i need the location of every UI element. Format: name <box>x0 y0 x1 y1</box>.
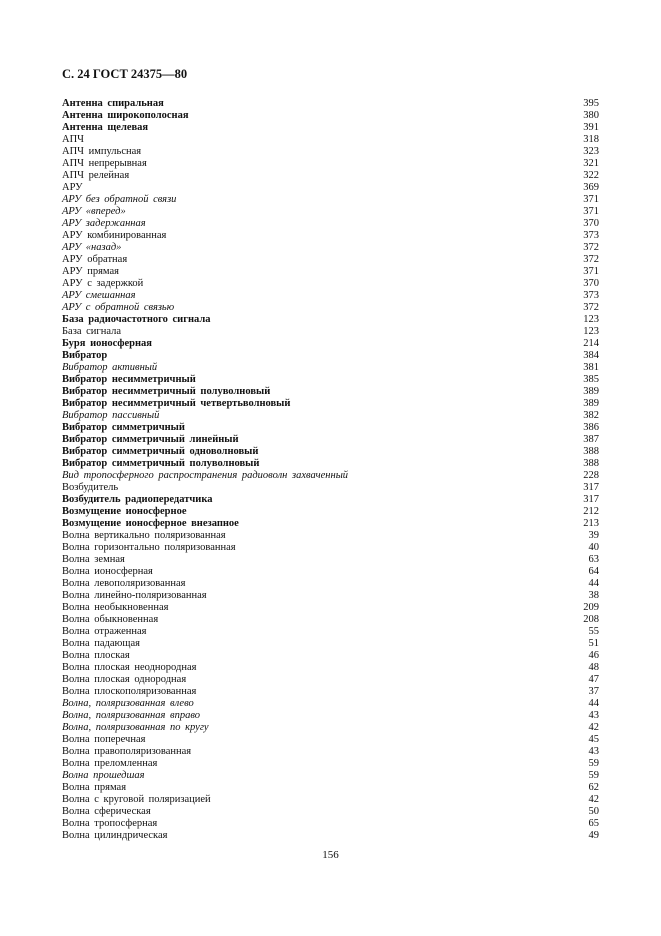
entry-term: Возмущение ионосферное внезапное <box>62 518 239 529</box>
page-header: С. 24 ГОСТ 24375—80 <box>62 67 188 81</box>
entry-page-number: 317 <box>583 494 599 505</box>
index-entry <box>62 806 599 818</box>
index-entry <box>62 794 599 806</box>
entry-term: АРУ комбинированная <box>62 230 167 241</box>
entry-term: Волна горизонтально поляризованная <box>62 542 236 553</box>
entry-page-number: 371 <box>583 194 599 205</box>
index-entry <box>62 818 599 830</box>
entry-page-number: 228 <box>583 470 599 481</box>
entry-page-number: 382 <box>583 410 599 421</box>
index-entry <box>62 602 599 614</box>
entry-term: Вибратор несимметричный полуволновый <box>62 386 271 397</box>
index-entry <box>62 614 599 626</box>
entry-page-number: 45 <box>588 734 599 745</box>
entry-term: АРУ без обратной связи <box>62 194 177 205</box>
entry-page-number: 208 <box>583 614 599 625</box>
entry-term: Антенна широкополосная <box>62 110 189 121</box>
entry-term: Возмущение ионосферное <box>62 506 187 517</box>
entry-term: Волна прямая <box>62 782 127 793</box>
entry-term: Волна вертикально поляризованная <box>62 530 226 541</box>
entry-term: Вибратор пассивный <box>62 410 160 421</box>
entry-page-number: 59 <box>588 758 599 769</box>
entry-term: Волна, поляризованная влево <box>62 698 194 709</box>
entry-page-number: 44 <box>588 578 599 589</box>
entry-term: Вибратор несимметричный четвертьволновый <box>62 398 291 409</box>
entry-term: Волна ионосферная <box>62 566 153 577</box>
entry-page-number: 42 <box>588 722 599 733</box>
index-entry <box>62 578 599 590</box>
term-index-list <box>62 98 599 842</box>
entry-term: Волна преломленная <box>62 758 158 769</box>
entry-page-number: 373 <box>583 230 599 241</box>
entry-term: Вибратор симметричный линейный <box>62 434 239 445</box>
entry-term: Вибратор <box>62 350 108 361</box>
entry-page-number: 123 <box>583 314 599 325</box>
entry-term: Вибратор симметричный одноволновый <box>62 446 259 457</box>
index-entry <box>62 290 599 302</box>
entry-term: Вид тропосферного распространения радиоволн захваченный <box>62 470 349 481</box>
entry-term: Возбудитель радиопередатчика <box>62 494 213 505</box>
entry-term: Волна левополяризованная <box>62 578 186 589</box>
index-entry <box>62 278 599 290</box>
index-entry <box>62 230 599 242</box>
entry-page-number: 380 <box>583 110 599 121</box>
index-entry <box>62 302 599 314</box>
entry-page-number: 123 <box>583 326 599 337</box>
entry-page-number: 64 <box>588 566 599 577</box>
entry-page-number: 373 <box>583 290 599 301</box>
entry-page-number: 389 <box>583 398 599 409</box>
index-entry <box>62 410 599 422</box>
entry-page-number: 49 <box>588 830 599 841</box>
entry-page-number: 65 <box>588 818 599 829</box>
entry-term: Волна сферическая <box>62 806 151 817</box>
index-entry <box>62 470 599 482</box>
entry-page-number: 317 <box>583 482 599 493</box>
index-entry <box>62 338 599 350</box>
entry-page-number: 381 <box>583 362 599 373</box>
entry-page-number: 372 <box>583 302 599 313</box>
page-number: 156 <box>322 849 339 861</box>
index-entry <box>62 722 599 734</box>
entry-term: Волна цилиндрическая <box>62 830 168 841</box>
entry-page-number: 389 <box>583 386 599 397</box>
entry-term: АРУ <box>62 182 83 193</box>
index-entry <box>62 146 599 158</box>
entry-term: АПЧ <box>62 134 84 145</box>
index-entry <box>62 758 599 770</box>
index-entry <box>62 674 599 686</box>
entry-term: АРУ с обратной связью <box>62 302 175 313</box>
entry-page-number: 43 <box>588 746 599 757</box>
index-entry <box>62 122 599 134</box>
index-entry <box>62 182 599 194</box>
entry-page-number: 391 <box>583 122 599 133</box>
entry-page-number: 55 <box>588 626 599 637</box>
index-entry <box>62 782 599 794</box>
index-entry <box>62 638 599 650</box>
index-entry <box>62 482 599 494</box>
entry-page-number: 371 <box>583 206 599 217</box>
entry-page-number: 370 <box>583 218 599 229</box>
entry-page-number: 47 <box>588 674 599 685</box>
entry-page-number: 371 <box>583 266 599 277</box>
index-entry <box>62 626 599 638</box>
entry-term: Волна падающая <box>62 638 140 649</box>
index-entry <box>62 194 599 206</box>
entry-term: Вибратор симметричный <box>62 422 185 433</box>
index-entry <box>62 170 599 182</box>
entry-term: Волна плоская <box>62 650 130 661</box>
index-entry <box>62 506 599 518</box>
entry-term: Вибратор активный <box>62 362 158 373</box>
index-entry <box>62 254 599 266</box>
entry-term: АПЧ релейная <box>62 170 130 181</box>
index-entry <box>62 566 599 578</box>
entry-page-number: 62 <box>588 782 599 793</box>
entry-page-number: 37 <box>588 686 599 697</box>
index-entry <box>62 434 599 446</box>
entry-term: Волна правополяризованная <box>62 746 192 757</box>
index-entry <box>62 266 599 278</box>
entry-page-number: 40 <box>588 542 599 553</box>
entry-page-number: 386 <box>583 422 599 433</box>
entry-page-number: 318 <box>583 134 599 145</box>
entry-term: Волна необыкновенная <box>62 602 169 613</box>
entry-page-number: 387 <box>583 434 599 445</box>
entry-page-number: 370 <box>583 278 599 289</box>
entry-page-number: 323 <box>583 146 599 157</box>
entry-page-number: 321 <box>583 158 599 169</box>
entry-page-number: 44 <box>588 698 599 709</box>
entry-term: Волна обыкновенная <box>62 614 159 625</box>
index-entry <box>62 314 599 326</box>
entry-term: АРУ прямая <box>62 266 119 277</box>
entry-term: Волна плоская неоднородная <box>62 662 197 673</box>
index-entry <box>62 686 599 698</box>
index-entry <box>62 734 599 746</box>
index-entry <box>62 326 599 338</box>
entry-term: АПЧ непрерывная <box>62 158 147 169</box>
entry-term: Волна поперечная <box>62 734 146 745</box>
entry-page-number: 213 <box>583 518 599 529</box>
entry-term: Волна с круговой поляризацией <box>62 794 211 805</box>
entry-page-number: 388 <box>583 446 599 457</box>
entry-term: Вибратор несимметричный <box>62 374 196 385</box>
entry-term: АРУ задержанная <box>62 218 146 229</box>
index-entry <box>62 650 599 662</box>
index-entry <box>62 362 599 374</box>
index-entry <box>62 374 599 386</box>
index-entry <box>62 206 599 218</box>
entry-page-number: 322 <box>583 170 599 181</box>
entry-page-number: 209 <box>583 602 599 613</box>
entry-page-number: 50 <box>588 806 599 817</box>
entry-term: Волна плоскополяризованная <box>62 686 197 697</box>
entry-term: Волна земная <box>62 554 125 565</box>
entry-term: АРУ обратная <box>62 254 128 265</box>
index-entry <box>62 134 599 146</box>
index-entry <box>62 554 599 566</box>
index-entry <box>62 494 599 506</box>
index-entry <box>62 746 599 758</box>
index-entry <box>62 218 599 230</box>
entry-term: Волна прошедшая <box>62 770 145 781</box>
entry-page-number: 384 <box>583 350 599 361</box>
entry-term: Волна плоская однородная <box>62 674 187 685</box>
entry-term: Волна, поляризованная вправо <box>62 710 200 721</box>
index-entry <box>62 446 599 458</box>
entry-term: АРУ «вперед» <box>62 206 126 217</box>
index-entry <box>62 530 599 542</box>
entry-page-number: 39 <box>588 530 599 541</box>
index-entry <box>62 398 599 410</box>
entry-page-number: 395 <box>583 98 599 109</box>
index-entry <box>62 350 599 362</box>
index-entry <box>62 662 599 674</box>
entry-term: Буря ионосферная <box>62 338 152 349</box>
index-entry <box>62 386 599 398</box>
entry-term: Волна линейно-поляризованная <box>62 590 207 601</box>
index-entry <box>62 458 599 470</box>
entry-page-number: 63 <box>588 554 599 565</box>
entry-page-number: 385 <box>583 374 599 385</box>
entry-page-number: 42 <box>588 794 599 805</box>
entry-page-number: 51 <box>588 638 599 649</box>
index-entry <box>62 830 599 842</box>
entry-page-number: 214 <box>583 338 599 349</box>
index-entry <box>62 518 599 530</box>
entry-page-number: 372 <box>583 254 599 265</box>
entry-term: Волна отраженная <box>62 626 147 637</box>
entry-term: Вибратор симметричный полуволновый <box>62 458 260 469</box>
entry-term: База сигнала <box>62 326 121 337</box>
entry-page-number: 43 <box>588 710 599 721</box>
entry-term: База радиочастотного сигнала <box>62 314 211 325</box>
entry-term: Антенна спиральная <box>62 98 164 109</box>
entry-term: АРУ с задержкой <box>62 278 144 289</box>
entry-term: Антенна щелевая <box>62 122 149 133</box>
index-entry <box>62 242 599 254</box>
entry-term: АПЧ импульсная <box>62 146 142 157</box>
index-entry <box>62 158 599 170</box>
index-entry <box>62 422 599 434</box>
entry-page-number: 59 <box>588 770 599 781</box>
entry-page-number: 38 <box>588 590 599 601</box>
entry-page-number: 369 <box>583 182 599 193</box>
entry-page-number: 372 <box>583 242 599 253</box>
entry-page-number: 48 <box>588 662 599 673</box>
index-entry <box>62 98 599 110</box>
index-entry <box>62 770 599 782</box>
entry-page-number: 212 <box>583 506 599 517</box>
entry-term: Возбудитель <box>62 482 119 493</box>
index-entry <box>62 590 599 602</box>
entry-page-number: 388 <box>583 458 599 469</box>
entry-term: Волна тропосферная <box>62 818 158 829</box>
index-entry <box>62 710 599 722</box>
index-entry <box>62 542 599 554</box>
entry-term: АРУ смешанная <box>62 290 136 301</box>
index-entry <box>62 110 599 122</box>
index-entry <box>62 698 599 710</box>
entry-term: Волна, поляризованная по кругу <box>62 722 209 733</box>
entry-term: АРУ «назад» <box>62 242 122 253</box>
entry-page-number: 46 <box>588 650 599 661</box>
